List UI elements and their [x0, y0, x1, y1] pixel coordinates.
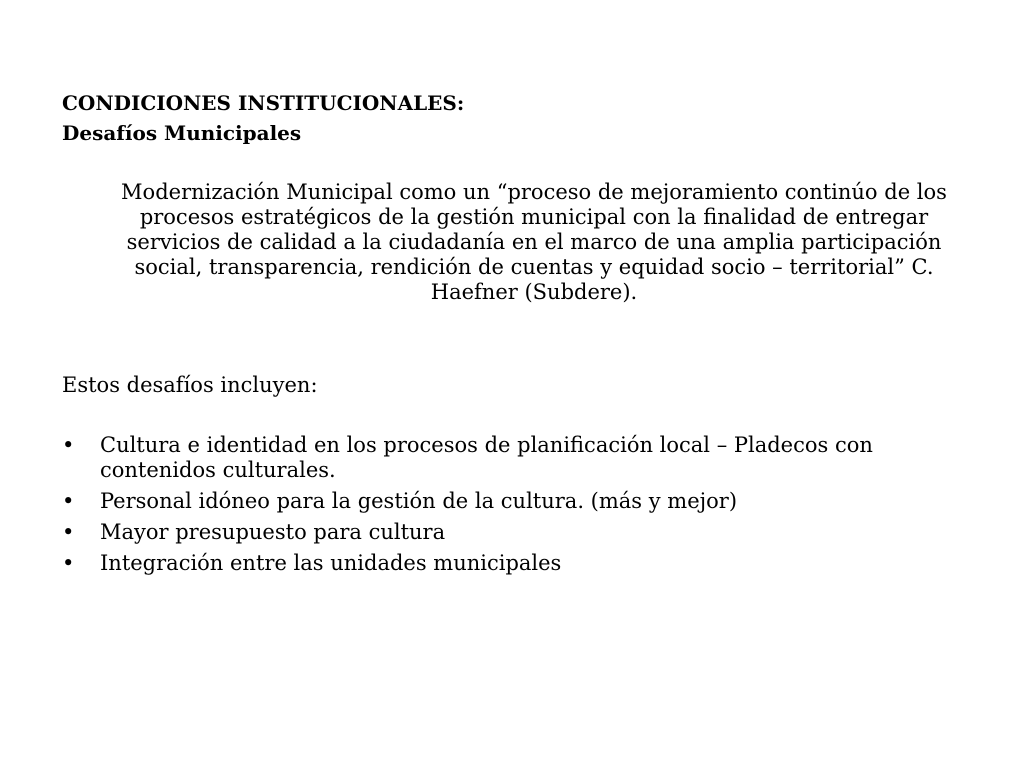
quote-paragraph: Modernización Municipal como un “proceso de mejoramiento continúo de los procesos estratégicos de la gestión municipal con la finalidad de entregar servicios de calidad a la ciudadanía en el marco de una amplia participación social, transparencia, rendición de cuentas y equidad socio – territorial” C. Haefner (Subdere). [121, 180, 947, 304]
list-item-text: Mayor presupuesto para cultura [100, 520, 446, 544]
list-item [62, 433, 972, 483]
bullet-icon: • [62, 433, 75, 457]
list-item-text: Cultura e identidad en los procesos de planificación local – Pladecos con contenidos culturales. [100, 433, 873, 482]
slide-subtitle: Desafíos Municipales [62, 121, 302, 145]
list-item [62, 520, 972, 545]
bullet-icon: • [62, 551, 75, 575]
bullet-icon: • [62, 489, 75, 513]
list-item-text: Personal idóneo para la gestión de la cultura. (más y mejor) [100, 489, 738, 513]
list-item-text: Integración entre las unidades municipales [100, 551, 562, 575]
bullet-icon: • [62, 520, 75, 544]
intro-text: Estos desafíos incluyen: [62, 373, 318, 397]
challenges-list [62, 433, 972, 582]
list-item [62, 489, 972, 514]
slide-title: CONDICIONES INSTITUCIONALES: [62, 91, 465, 115]
list-item [62, 551, 972, 576]
